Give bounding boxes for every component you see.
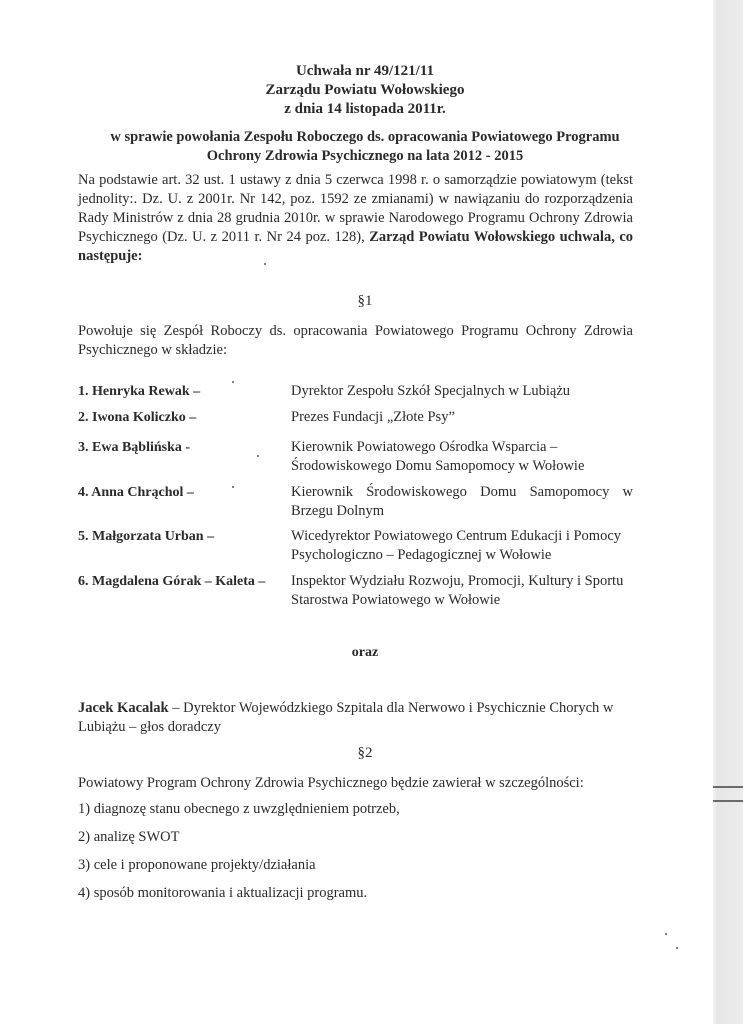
member-name: 2. Iwona Koliczko – <box>78 410 197 425</box>
member-name: 6. Magdalena Górak – Kaleta – <box>78 574 266 589</box>
scan-speck <box>264 263 266 265</box>
and-separator: oraz <box>351 645 379 660</box>
member-role: Kierownik Powiatowego Ośrodka Wsparcia – Środowiskowego Domu Samopomocy w Wołowie <box>291 439 585 474</box>
scan-speck <box>257 455 259 457</box>
resolution-clause: Zarząd Powiatu Wołowskiego uchwala, co następuje: <box>78 229 634 264</box>
resolution-subject <box>0 128 730 166</box>
advisor-name: Jacek Kacalak <box>78 700 169 716</box>
section-1-heading: §1 <box>357 293 373 309</box>
subject-line: w sprawie powołania Zespołu Roboczego ds. opracowania Powiatowego Programu <box>110 129 620 145</box>
member-name: 4. Anna Chrąchol – <box>78 485 194 500</box>
scan-speck <box>665 933 667 935</box>
section-2-heading: §2 <box>357 745 373 761</box>
advisor-description: – Dyrektor Wojewódzkiego Szpitala dla Nerwowo i Psychicznie Chorych w Lubiążu – głos doradczy <box>78 700 614 735</box>
scan-speck <box>232 486 234 488</box>
member-role: Inspektor Wydziału Rozwoju, Promocji, Kultury i Sportu Starostwa Powiatowego w Wołowie <box>291 573 624 608</box>
member-name: 5. Małgorzata Urban – <box>78 529 215 544</box>
advisor-paragraph <box>78 699 633 737</box>
subject-line: Ochrony Zdrowia Psychicznego na lata 2012 - 2015 <box>206 148 524 164</box>
list-item: 1) diagnozę stanu obecnego z uwzględnieniem potrzeb, <box>78 801 400 817</box>
scan-speck <box>232 381 234 383</box>
member-role: Dyrektor Zespołu Szkół Specjalnych w Lubiążu <box>291 383 571 399</box>
member-role: Prezes Fundacji „Złote Psy” <box>291 409 455 425</box>
scan-edge-mark <box>713 786 743 788</box>
resolution-date: z dnia 14 listopada 2011r. <box>284 101 446 117</box>
list-item: 2) analizę SWOT <box>78 829 180 845</box>
legal-basis-paragraph <box>78 171 633 266</box>
member-name: 1. Henryka Rewak – <box>78 384 201 399</box>
list-item: 3) cele i proponowane projekty/działania <box>78 857 316 873</box>
member-role: Kierownik Środowiskowego Domu Samopomocy w Brzegu Dolnym <box>291 484 633 519</box>
section-1-intro: Powołuje się Zespół Roboczy ds. opracowania Powiatowego Programu Ochrony Zdrowia Psychicznego w składzie: <box>78 323 633 358</box>
issuing-body: Zarządu Powiatu Wołowskiego <box>265 82 465 98</box>
scan-edge-mark <box>713 800 743 802</box>
list-item: 4) sposób monitorowania i aktualizacji programu. <box>78 885 368 901</box>
member-role: Wicedyrektor Powiatowego Centrum Edukacji i Pomocy Psychologiczno – Pedagogicznej w Wołowie <box>291 528 622 563</box>
scan-speck <box>676 947 678 949</box>
member-name: 3. Ewa Bąblińska - <box>78 440 191 455</box>
resolution-title <box>0 62 730 119</box>
section-2-intro: Powiatowy Program Ochrony Zdrowia Psychicznego będzie zawierał w szczególności: <box>78 775 584 791</box>
legal-basis-text: Na podstawie art. 32 ust. 1 ustawy z dnia 5 czerwca 1998 r. o samorządzie powiatowym (tekst jednolity:. Dz. U. z 2001r. Nr 142, poz. 1592 ze zmianami) w nawiązaniu do rozporządzenia Rady Ministrów z dnia 28 grudnia 2010r. w sprawie Narodowego Programu Ochrony Zdrowia Psychicznego (Dz. U. z 2011 r. Nr 24 poz. 128), <box>78 172 633 245</box>
resolution-number: Uchwała nr 49/121/11 <box>295 63 435 79</box>
